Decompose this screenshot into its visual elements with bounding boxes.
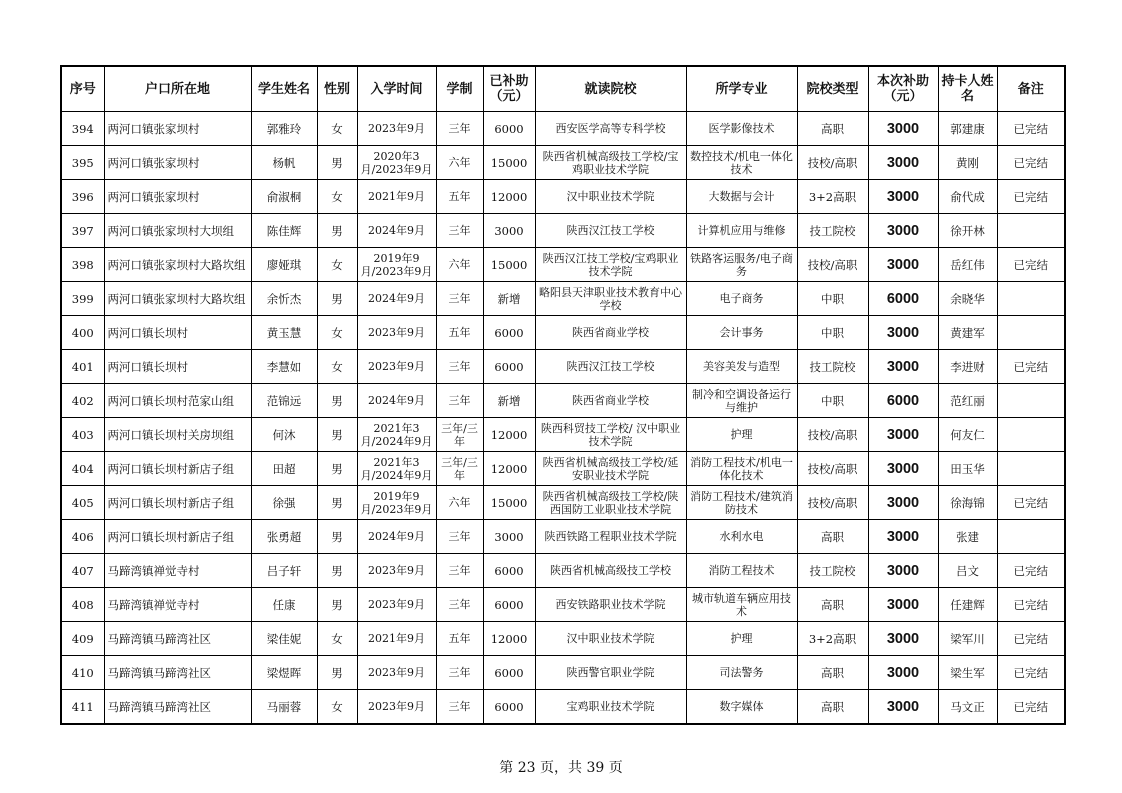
cell-subsidized-amount: 15000 xyxy=(483,146,535,180)
cell-major: 水利水电 xyxy=(686,520,797,554)
cell-school: 陕西铁路工程职业技术学院 xyxy=(535,520,686,554)
cell-school-type: 技校/高职 xyxy=(797,486,868,520)
cell-index: 395 xyxy=(61,146,104,180)
cell-household-location: 两河口镇长坝村新店子组 xyxy=(104,520,251,554)
cell-subsidized-amount: 15000 xyxy=(483,486,535,520)
table-row xyxy=(61,554,1065,588)
cell-household-location: 两河口镇张家坝村大路坎组 xyxy=(104,282,251,316)
cell-school: 陕西警官职业学院 xyxy=(535,656,686,690)
cell-remarks xyxy=(997,282,1065,316)
cell-student-name: 田超 xyxy=(251,452,317,486)
cell-school-type: 中职 xyxy=(797,384,868,418)
cell-household-location: 两河口镇长坝村 xyxy=(104,316,251,350)
cell-major: 消防工程技术/机电一体化技术 xyxy=(686,452,797,486)
cell-student-name: 梁佳妮 xyxy=(251,622,317,656)
cell-gender: 女 xyxy=(317,112,357,146)
cell-index: 408 xyxy=(61,588,104,622)
cell-remarks: 已完结 xyxy=(997,350,1065,384)
cell-index: 411 xyxy=(61,690,104,725)
cell-major: 消防工程技术 xyxy=(686,554,797,588)
cell-current-subsidy: 3000 xyxy=(868,656,938,690)
table-header-row xyxy=(61,66,1065,112)
cell-enrollment-date: 2024年9月 xyxy=(357,384,436,418)
cell-program-length: 三年 xyxy=(436,214,483,248)
cell-program-length: 三年 xyxy=(436,350,483,384)
cell-enrollment-date: 2019年9月/2023年9月 xyxy=(357,248,436,282)
cell-index: 406 xyxy=(61,520,104,554)
cell-cardholder-name: 李进财 xyxy=(938,350,997,384)
cell-school-type: 高职 xyxy=(797,690,868,725)
cell-household-location: 两河口镇张家坝村 xyxy=(104,180,251,214)
cell-program-length: 五年 xyxy=(436,622,483,656)
cell-index: 396 xyxy=(61,180,104,214)
cell-school-type: 中职 xyxy=(797,316,868,350)
cell-major: 医学影像技术 xyxy=(686,112,797,146)
cell-cardholder-name: 岳红伟 xyxy=(938,248,997,282)
cell-subsidized-amount: 15000 xyxy=(483,248,535,282)
cell-program-length: 三年 xyxy=(436,690,483,725)
cell-gender: 男 xyxy=(317,554,357,588)
cell-remarks: 已完结 xyxy=(997,180,1065,214)
cell-subsidized-amount: 6000 xyxy=(483,588,535,622)
cell-student-name: 范锦远 xyxy=(251,384,317,418)
cell-remarks: 已完结 xyxy=(997,486,1065,520)
cell-school: 宝鸡职业技术学院 xyxy=(535,690,686,725)
cell-household-location: 两河口镇长坝村 xyxy=(104,350,251,384)
cell-cardholder-name: 范红丽 xyxy=(938,384,997,418)
cell-student-name: 黄玉慧 xyxy=(251,316,317,350)
cell-current-subsidy: 3000 xyxy=(868,520,938,554)
cell-current-subsidy: 3000 xyxy=(868,452,938,486)
cell-current-subsidy: 3000 xyxy=(868,146,938,180)
cell-subsidized-amount: 12000 xyxy=(483,418,535,452)
cell-enrollment-date: 2024年9月 xyxy=(357,282,436,316)
cell-index: 403 xyxy=(61,418,104,452)
cell-remarks xyxy=(997,520,1065,554)
cell-index: 397 xyxy=(61,214,104,248)
cell-household-location: 两河口镇长坝村范家山组 xyxy=(104,384,251,418)
cell-school-type: 技校/高职 xyxy=(797,248,868,282)
cell-index: 410 xyxy=(61,656,104,690)
cell-program-length: 三年 xyxy=(436,282,483,316)
cell-household-location: 两河口镇长坝村新店子组 xyxy=(104,452,251,486)
cell-gender: 男 xyxy=(317,214,357,248)
cell-household-location: 马蹄湾镇禅觉寺村 xyxy=(104,554,251,588)
cell-student-name: 李慧如 xyxy=(251,350,317,384)
cell-student-name: 梁煜晖 xyxy=(251,656,317,690)
cell-enrollment-date: 2023年9月 xyxy=(357,350,436,384)
table-row xyxy=(61,656,1065,690)
cell-remarks: 已完结 xyxy=(997,656,1065,690)
cell-cardholder-name: 吕文 xyxy=(938,554,997,588)
cell-current-subsidy: 3000 xyxy=(868,418,938,452)
cell-program-length: 五年 xyxy=(436,316,483,350)
cell-subsidized-amount: 3000 xyxy=(483,520,535,554)
cell-remarks: 已完结 xyxy=(997,622,1065,656)
cell-major: 电子商务 xyxy=(686,282,797,316)
cell-major: 数控技术/机电一体化技术 xyxy=(686,146,797,180)
cell-school-type: 技工院校 xyxy=(797,214,868,248)
cell-household-location: 两河口镇长坝村关房坝组 xyxy=(104,418,251,452)
cell-index: 394 xyxy=(61,112,104,146)
cell-school: 陕西省机械高级技工学校/宝鸡职业技术学院 xyxy=(535,146,686,180)
cell-index: 404 xyxy=(61,452,104,486)
cell-cardholder-name: 徐海锦 xyxy=(938,486,997,520)
cell-enrollment-date: 2021年9月 xyxy=(357,180,436,214)
table-row xyxy=(61,282,1065,316)
cell-subsidized-amount: 6000 xyxy=(483,112,535,146)
cell-program-length: 六年 xyxy=(436,486,483,520)
table-row xyxy=(61,452,1065,486)
cell-gender: 男 xyxy=(317,146,357,180)
cell-school-type: 技校/高职 xyxy=(797,418,868,452)
cell-gender: 男 xyxy=(317,588,357,622)
cell-gender: 男 xyxy=(317,418,357,452)
cell-major: 城市轨道车辆应用技术 xyxy=(686,588,797,622)
cell-subsidized-amount: 新增 xyxy=(483,384,535,418)
cell-major: 铁路客运服务/电子商务 xyxy=(686,248,797,282)
cell-current-subsidy: 6000 xyxy=(868,282,938,316)
table-row xyxy=(61,180,1065,214)
cell-gender: 男 xyxy=(317,452,357,486)
cell-remarks xyxy=(997,418,1065,452)
cell-index: 399 xyxy=(61,282,104,316)
cell-cardholder-name: 马文正 xyxy=(938,690,997,725)
table-row xyxy=(61,690,1065,725)
header-school: 就读院校 xyxy=(535,66,686,112)
cell-program-length: 三年 xyxy=(436,588,483,622)
cell-school-type: 高职 xyxy=(797,656,868,690)
subsidy-table xyxy=(60,65,1066,725)
cell-major: 会计事务 xyxy=(686,316,797,350)
cell-school: 陕西省机械高级技工学校/延安职业技术学院 xyxy=(535,452,686,486)
cell-current-subsidy: 3000 xyxy=(868,588,938,622)
header-enrollment-date: 入学时间 xyxy=(357,66,436,112)
header-index: 序号 xyxy=(61,66,104,112)
cell-remarks xyxy=(997,384,1065,418)
header-remarks: 备注 xyxy=(997,66,1065,112)
cell-enrollment-date: 2024年9月 xyxy=(357,214,436,248)
cell-household-location: 两河口镇张家坝村大路坎组 xyxy=(104,248,251,282)
cell-program-length: 六年 xyxy=(436,248,483,282)
cell-enrollment-date: 2023年9月 xyxy=(357,690,436,725)
cell-cardholder-name: 何友仁 xyxy=(938,418,997,452)
cell-student-name: 余忻杰 xyxy=(251,282,317,316)
cell-enrollment-date: 2023年9月 xyxy=(357,588,436,622)
cell-student-name: 郭雅玲 xyxy=(251,112,317,146)
cell-remarks: 已完结 xyxy=(997,554,1065,588)
cell-current-subsidy: 3000 xyxy=(868,248,938,282)
cell-cardholder-name: 梁军川 xyxy=(938,622,997,656)
cell-program-length: 三年 xyxy=(436,112,483,146)
cell-school: 略阳县天津职业技术教育中心学校 xyxy=(535,282,686,316)
page-number: 第 23 页，共 39 页 xyxy=(499,760,623,776)
cell-cardholder-name: 徐开林 xyxy=(938,214,997,248)
cell-household-location: 马蹄湾镇马蹄湾社区 xyxy=(104,690,251,725)
cell-gender: 男 xyxy=(317,384,357,418)
cell-school: 陕西省机械高级技工学校 xyxy=(535,554,686,588)
cell-remarks: 已完结 xyxy=(997,112,1065,146)
cell-school-type: 高职 xyxy=(797,588,868,622)
table-row xyxy=(61,384,1065,418)
cell-school-type: 技校/高职 xyxy=(797,452,868,486)
cell-remarks xyxy=(997,214,1065,248)
table-row xyxy=(61,486,1065,520)
cell-school-type: 技校/高职 xyxy=(797,146,868,180)
cell-school: 汉中职业技术学院 xyxy=(535,622,686,656)
cell-major: 制冷和空调设备运行与维护 xyxy=(686,384,797,418)
table-row xyxy=(61,520,1065,554)
cell-remarks: 已完结 xyxy=(997,146,1065,180)
cell-cardholder-name: 郭建康 xyxy=(938,112,997,146)
cell-cardholder-name: 田玉华 xyxy=(938,452,997,486)
cell-household-location: 马蹄湾镇马蹄湾社区 xyxy=(104,656,251,690)
cell-student-name: 何沐 xyxy=(251,418,317,452)
cell-remarks xyxy=(997,452,1065,486)
header-current-subsidy: 本次补助（元） xyxy=(868,66,938,112)
cell-cardholder-name: 梁生军 xyxy=(938,656,997,690)
cell-student-name: 俞淑桐 xyxy=(251,180,317,214)
header-student-name: 学生姓名 xyxy=(251,66,317,112)
cell-cardholder-name: 黄建军 xyxy=(938,316,997,350)
cell-cardholder-name: 余晓华 xyxy=(938,282,997,316)
cell-program-length: 三年 xyxy=(436,656,483,690)
cell-major: 护理 xyxy=(686,622,797,656)
cell-index: 402 xyxy=(61,384,104,418)
cell-school: 陕西省商业学校 xyxy=(535,316,686,350)
cell-program-length: 三年/三年 xyxy=(436,452,483,486)
cell-major: 数字媒体 xyxy=(686,690,797,725)
cell-program-length: 三年 xyxy=(436,520,483,554)
cell-gender: 男 xyxy=(317,282,357,316)
cell-enrollment-date: 2021年9月 xyxy=(357,622,436,656)
cell-program-length: 三年 xyxy=(436,554,483,588)
cell-gender: 女 xyxy=(317,690,357,725)
cell-index: 400 xyxy=(61,316,104,350)
cell-remarks: 已完结 xyxy=(997,690,1065,725)
cell-school-type: 技工院校 xyxy=(797,554,868,588)
cell-major: 计算机应用与维修 xyxy=(686,214,797,248)
cell-cardholder-name: 黄刚 xyxy=(938,146,997,180)
table-row xyxy=(61,146,1065,180)
table-row xyxy=(61,316,1065,350)
cell-remarks xyxy=(997,316,1065,350)
cell-index: 407 xyxy=(61,554,104,588)
cell-enrollment-date: 2021年3月/2024年9月 xyxy=(357,452,436,486)
cell-subsidized-amount: 6000 xyxy=(483,316,535,350)
header-household-location: 户口所在地 xyxy=(104,66,251,112)
cell-gender: 男 xyxy=(317,520,357,554)
cell-student-name: 吕子轩 xyxy=(251,554,317,588)
cell-school: 陕西省商业学校 xyxy=(535,384,686,418)
cell-subsidized-amount: 6000 xyxy=(483,350,535,384)
cell-subsidized-amount: 12000 xyxy=(483,180,535,214)
cell-school: 陕西汉江技工学校/宝鸡职业技术学院 xyxy=(535,248,686,282)
cell-enrollment-date: 2020年3月/2023年9月 xyxy=(357,146,436,180)
cell-school: 陕西科贸技工学校/ 汉中职业技术学院 xyxy=(535,418,686,452)
cell-school-type: 技工院校 xyxy=(797,350,868,384)
cell-enrollment-date: 2023年9月 xyxy=(357,316,436,350)
cell-remarks: 已完结 xyxy=(997,588,1065,622)
table-row xyxy=(61,248,1065,282)
cell-current-subsidy: 3000 xyxy=(868,180,938,214)
cell-school-type: 中职 xyxy=(797,282,868,316)
cell-current-subsidy: 3000 xyxy=(868,690,938,725)
cell-school: 汉中职业技术学院 xyxy=(535,180,686,214)
header-major: 所学专业 xyxy=(686,66,797,112)
header-program-length: 学制 xyxy=(436,66,483,112)
cell-current-subsidy: 3000 xyxy=(868,554,938,588)
cell-household-location: 两河口镇张家坝村 xyxy=(104,112,251,146)
cell-enrollment-date: 2023年9月 xyxy=(357,656,436,690)
cell-subsidized-amount: 6000 xyxy=(483,690,535,725)
cell-major: 大数据与会计 xyxy=(686,180,797,214)
cell-index: 409 xyxy=(61,622,104,656)
cell-major: 消防工程技术/建筑消防技术 xyxy=(686,486,797,520)
cell-program-length: 五年 xyxy=(436,180,483,214)
cell-gender: 女 xyxy=(317,316,357,350)
cell-subsidized-amount: 3000 xyxy=(483,214,535,248)
cell-major: 美容美发与造型 xyxy=(686,350,797,384)
cell-major: 司法警务 xyxy=(686,656,797,690)
cell-student-name: 廖娅琪 xyxy=(251,248,317,282)
cell-student-name: 陈佳辉 xyxy=(251,214,317,248)
cell-school: 陕西汉江技工学校 xyxy=(535,214,686,248)
cell-enrollment-date: 2019年9月/2023年9月 xyxy=(357,486,436,520)
cell-school-type: 高职 xyxy=(797,112,868,146)
cell-major: 护理 xyxy=(686,418,797,452)
cell-current-subsidy: 3000 xyxy=(868,350,938,384)
cell-student-name: 马丽蓉 xyxy=(251,690,317,725)
cell-student-name: 徐强 xyxy=(251,486,317,520)
table-row xyxy=(61,112,1065,146)
cell-subsidized-amount: 12000 xyxy=(483,622,535,656)
cell-household-location: 两河口镇长坝村新店子组 xyxy=(104,486,251,520)
cell-school: 陕西省机械高级技工学校/陕西国防工业职业技术学院 xyxy=(535,486,686,520)
cell-gender: 女 xyxy=(317,622,357,656)
cell-remarks: 已完结 xyxy=(997,248,1065,282)
cell-school: 西安铁路职业技术学院 xyxy=(535,588,686,622)
cell-school-type: 3+2高职 xyxy=(797,622,868,656)
cell-enrollment-date: 2024年9月 xyxy=(357,520,436,554)
cell-current-subsidy: 6000 xyxy=(868,384,938,418)
cell-current-subsidy: 3000 xyxy=(868,316,938,350)
table-row xyxy=(61,418,1065,452)
cell-household-location: 两河口镇张家坝村大坝组 xyxy=(104,214,251,248)
cell-household-location: 马蹄湾镇马蹄湾社区 xyxy=(104,622,251,656)
cell-program-length: 三年 xyxy=(436,384,483,418)
table-row xyxy=(61,214,1065,248)
cell-enrollment-date: 2023年9月 xyxy=(357,112,436,146)
cell-current-subsidy: 3000 xyxy=(868,622,938,656)
cell-cardholder-name: 俞代成 xyxy=(938,180,997,214)
cell-student-name: 任康 xyxy=(251,588,317,622)
cell-gender: 女 xyxy=(317,180,357,214)
header-gender: 性别 xyxy=(317,66,357,112)
cell-gender: 男 xyxy=(317,486,357,520)
cell-school: 陕西汉江技工学校 xyxy=(535,350,686,384)
cell-gender: 女 xyxy=(317,350,357,384)
cell-cardholder-name: 任建辉 xyxy=(938,588,997,622)
cell-enrollment-date: 2021年3月/2024年9月 xyxy=(357,418,436,452)
table-row xyxy=(61,622,1065,656)
header-subsidized-amount: 已补助（元） xyxy=(483,66,535,112)
cell-school-type: 高职 xyxy=(797,520,868,554)
cell-program-length: 三年/三年 xyxy=(436,418,483,452)
cell-subsidized-amount: 6000 xyxy=(483,656,535,690)
cell-subsidized-amount: 6000 xyxy=(483,554,535,588)
cell-school-type: 3+2高职 xyxy=(797,180,868,214)
cell-program-length: 六年 xyxy=(436,146,483,180)
cell-current-subsidy: 3000 xyxy=(868,214,938,248)
cell-subsidized-amount: 新增 xyxy=(483,282,535,316)
header-cardholder-name: 持卡人姓名 xyxy=(938,66,997,112)
cell-gender: 女 xyxy=(317,248,357,282)
cell-current-subsidy: 3000 xyxy=(868,112,938,146)
table-row xyxy=(61,588,1065,622)
cell-index: 398 xyxy=(61,248,104,282)
cell-cardholder-name: 张建 xyxy=(938,520,997,554)
cell-current-subsidy: 3000 xyxy=(868,486,938,520)
header-school-type: 院校类型 xyxy=(797,66,868,112)
cell-household-location: 马蹄湾镇禅觉寺村 xyxy=(104,588,251,622)
cell-household-location: 两河口镇张家坝村 xyxy=(104,146,251,180)
cell-school: 西安医学高等专科学校 xyxy=(535,112,686,146)
cell-gender: 男 xyxy=(317,656,357,690)
table-row xyxy=(61,350,1065,384)
cell-student-name: 张勇超 xyxy=(251,520,317,554)
cell-enrollment-date: 2023年9月 xyxy=(357,554,436,588)
cell-index: 405 xyxy=(61,486,104,520)
cell-student-name: 杨帆 xyxy=(251,146,317,180)
cell-index: 401 xyxy=(61,350,104,384)
cell-subsidized-amount: 12000 xyxy=(483,452,535,486)
